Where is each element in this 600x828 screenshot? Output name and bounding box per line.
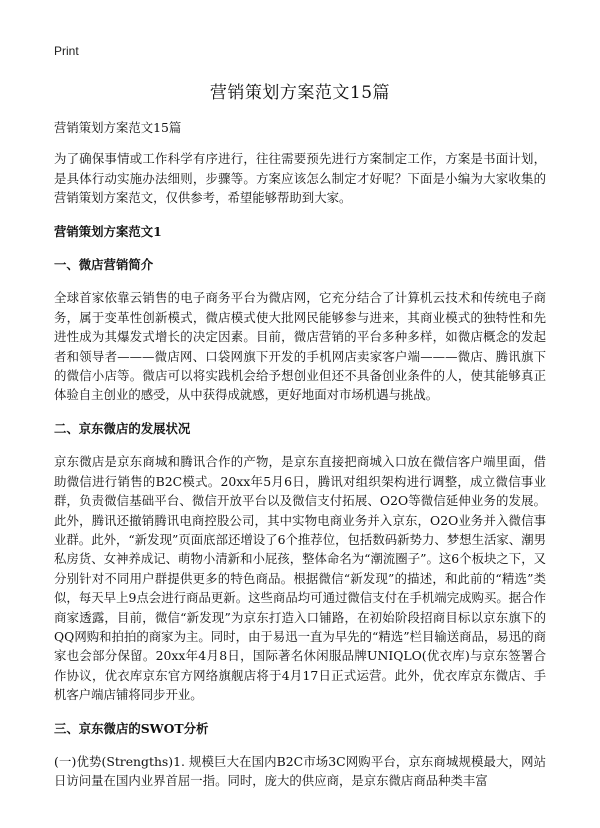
print-link[interactable]: Print <box>54 44 79 58</box>
page-title: 营销策划方案范文15篇 <box>209 83 391 103</box>
part3-heading: 三、京东微店的SWOT分析 <box>54 720 209 736</box>
part1-heading: 一、微店营销简介 <box>54 257 154 273</box>
part1-paragraph: 全球首家依靠云销售的电子商务平台为微店网，它充分结合了计算机云技术和传统电子商务，属于变革性创新模式，微店模式使大批网民能够参与进来，其商业模式的独特性和先进性成为其爆发式增长的决定因素。目前，微店营销的平台多种多样，如微店概念的发起者和领导者———微店网、口袋网旗下开发的手机网店卖家客户端———微店、腾讯旗下的微信小店等。微店可以将实践机会给予想创业但还不具备创业条件的人，使其能够真正体验自主创业的感受，从中获得成就感，更好地面对市场机遇与挑战。 <box>54 290 546 403</box>
document-body <box>54 118 546 805</box>
part3-paragraph: (一)优势(Strengths)1. 规模巨大在国内B2C市场3C网购平台，京东商城规模最大，网站日访问量在国内业界首屈一指。同时，庞大的供应商，是京东微店商品种类丰富 <box>54 753 546 789</box>
intro-paragraph: 为了确保事情或工作科学有序进行，往往需要预先进行方案制定工作，方案是书面计划，是具体行动实施办法细则，步骤等。方案应该怎么制定才好呢？下面是小编为大家收集的营销策划方案范文，仅供参考，希望能够帮助到大家。 <box>54 151 546 206</box>
part2-heading: 二、京东微店的发展状况 <box>54 420 191 436</box>
document-subtitle: 营销策划方案范文15篇 <box>54 120 182 135</box>
section-heading: 营销策划方案范文1 <box>54 223 162 239</box>
part2-paragraph: 京东微店是京东商城和腾讯合作的产物，是京东直接把商城入口放在微信客户端里面，借助微信进行销售的B2C模式。20xx年5月6日，腾讯对组织架构进行调整，成立微信事业群，负责微信基础平台、微信开放平台以及微信支付拓展、O2O等微信延伸业务的发展。此外，腾讯还撤销腾讯电商控股公司，其中实物电商业务并入京东，O2O业务并入微信事业群。此外，“新发现”页面底部还增设了6个推荐位，包括数码新势力、梦想生活家、潮男私房货、女神养成记、萌物小清新和小屁孩，整体命名为“潮流圈子”。这6个板块之下，又分别针对不同用户群提供更多的特色商品。根据微信“新发现”的描述，和此前的“精选”类似，每天早上9点会进行商品更新。这些商品均可通过微信支付在手机端完成购买。据合作商家透露，目前，微信“新发现”为京东打造入口铺路，在初始阶段招商目标以京东旗下的QQ网购和拍拍的商家为主。同时，由于易迅一直为早先的“精选”栏目输送商品，易迅的商家也会部分保留。20xx年4月8日，国际著名休闲服品牌UNIQLO(优衣库)与京东签署合作协议，优衣库京东官方网络旗舰店将于4月17日正式运营。此外，优衣库京东微店、手机客户端店铺将同步开业。 <box>54 454 546 703</box>
